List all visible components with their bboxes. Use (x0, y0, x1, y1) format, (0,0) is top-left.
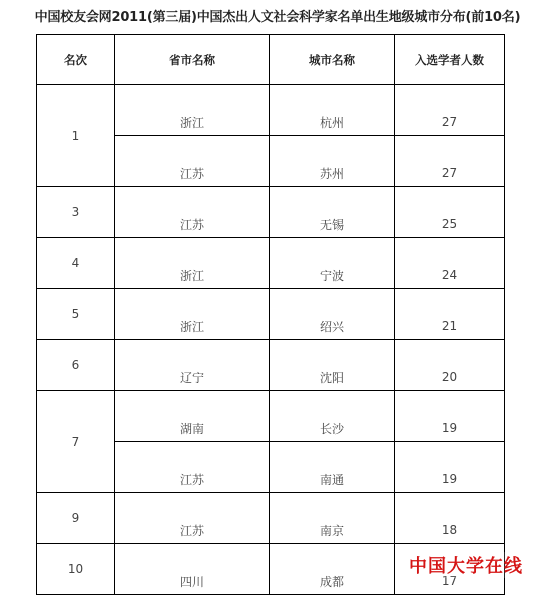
count-cell: 21 (395, 289, 505, 340)
count-cell: 18 (395, 493, 505, 544)
count-cell: 24 (395, 238, 505, 289)
count-cell: 20 (395, 340, 505, 391)
province-cell: 浙江 (115, 238, 270, 289)
rank-cell: 1 (37, 85, 115, 187)
province-cell: 江苏 (115, 187, 270, 238)
province-cell: 浙江 (115, 289, 270, 340)
city-cell: 南通 (270, 442, 395, 493)
rank-cell: 3 (37, 187, 115, 238)
count-cell: 19 (395, 442, 505, 493)
count-cell: 27 (395, 136, 505, 187)
count-cell: 27 (395, 85, 505, 136)
page-title: 中国校友会网2011(第三届)中国杰出人文社会科学家名单出生地级城市分布(前10名) (34, 10, 521, 25)
city-cell: 成都 (270, 544, 395, 595)
rank-cell: 9 (37, 493, 115, 544)
table-header-row (37, 35, 505, 85)
city-cell: 绍兴 (270, 289, 395, 340)
header-rank: 名次 (37, 35, 115, 85)
rank-cell: 7 (37, 391, 115, 493)
city-cell: 宁波 (270, 238, 395, 289)
table-body (37, 85, 505, 595)
rank-cell: 5 (37, 289, 115, 340)
header-city: 城市名称 (270, 35, 395, 85)
count-cell: 19 (395, 391, 505, 442)
watermark-logo: 中国大学在线 (409, 552, 523, 578)
city-cell: 苏州 (270, 136, 395, 187)
rank-cell: 6 (37, 340, 115, 391)
rank-cell: 4 (37, 238, 115, 289)
province-cell: 江苏 (115, 442, 270, 493)
city-cell: 无锡 (270, 187, 395, 238)
province-cell: 浙江 (115, 85, 270, 136)
rank-cell: 10 (37, 544, 115, 595)
count-cell: 17 (395, 544, 505, 595)
count-cell: 25 (395, 187, 505, 238)
city-cell: 杭州 (270, 85, 395, 136)
header-province: 省市名称 (115, 35, 270, 85)
city-cell: 长沙 (270, 391, 395, 442)
ranking-table (36, 34, 505, 595)
province-cell: 江苏 (115, 493, 270, 544)
city-cell: 沈阳 (270, 340, 395, 391)
header-count: 入选学者人数 (395, 35, 505, 85)
province-cell: 辽宁 (115, 340, 270, 391)
province-cell: 四川 (115, 544, 270, 595)
province-cell: 湖南 (115, 391, 270, 442)
province-cell: 江苏 (115, 136, 270, 187)
city-cell: 南京 (270, 493, 395, 544)
